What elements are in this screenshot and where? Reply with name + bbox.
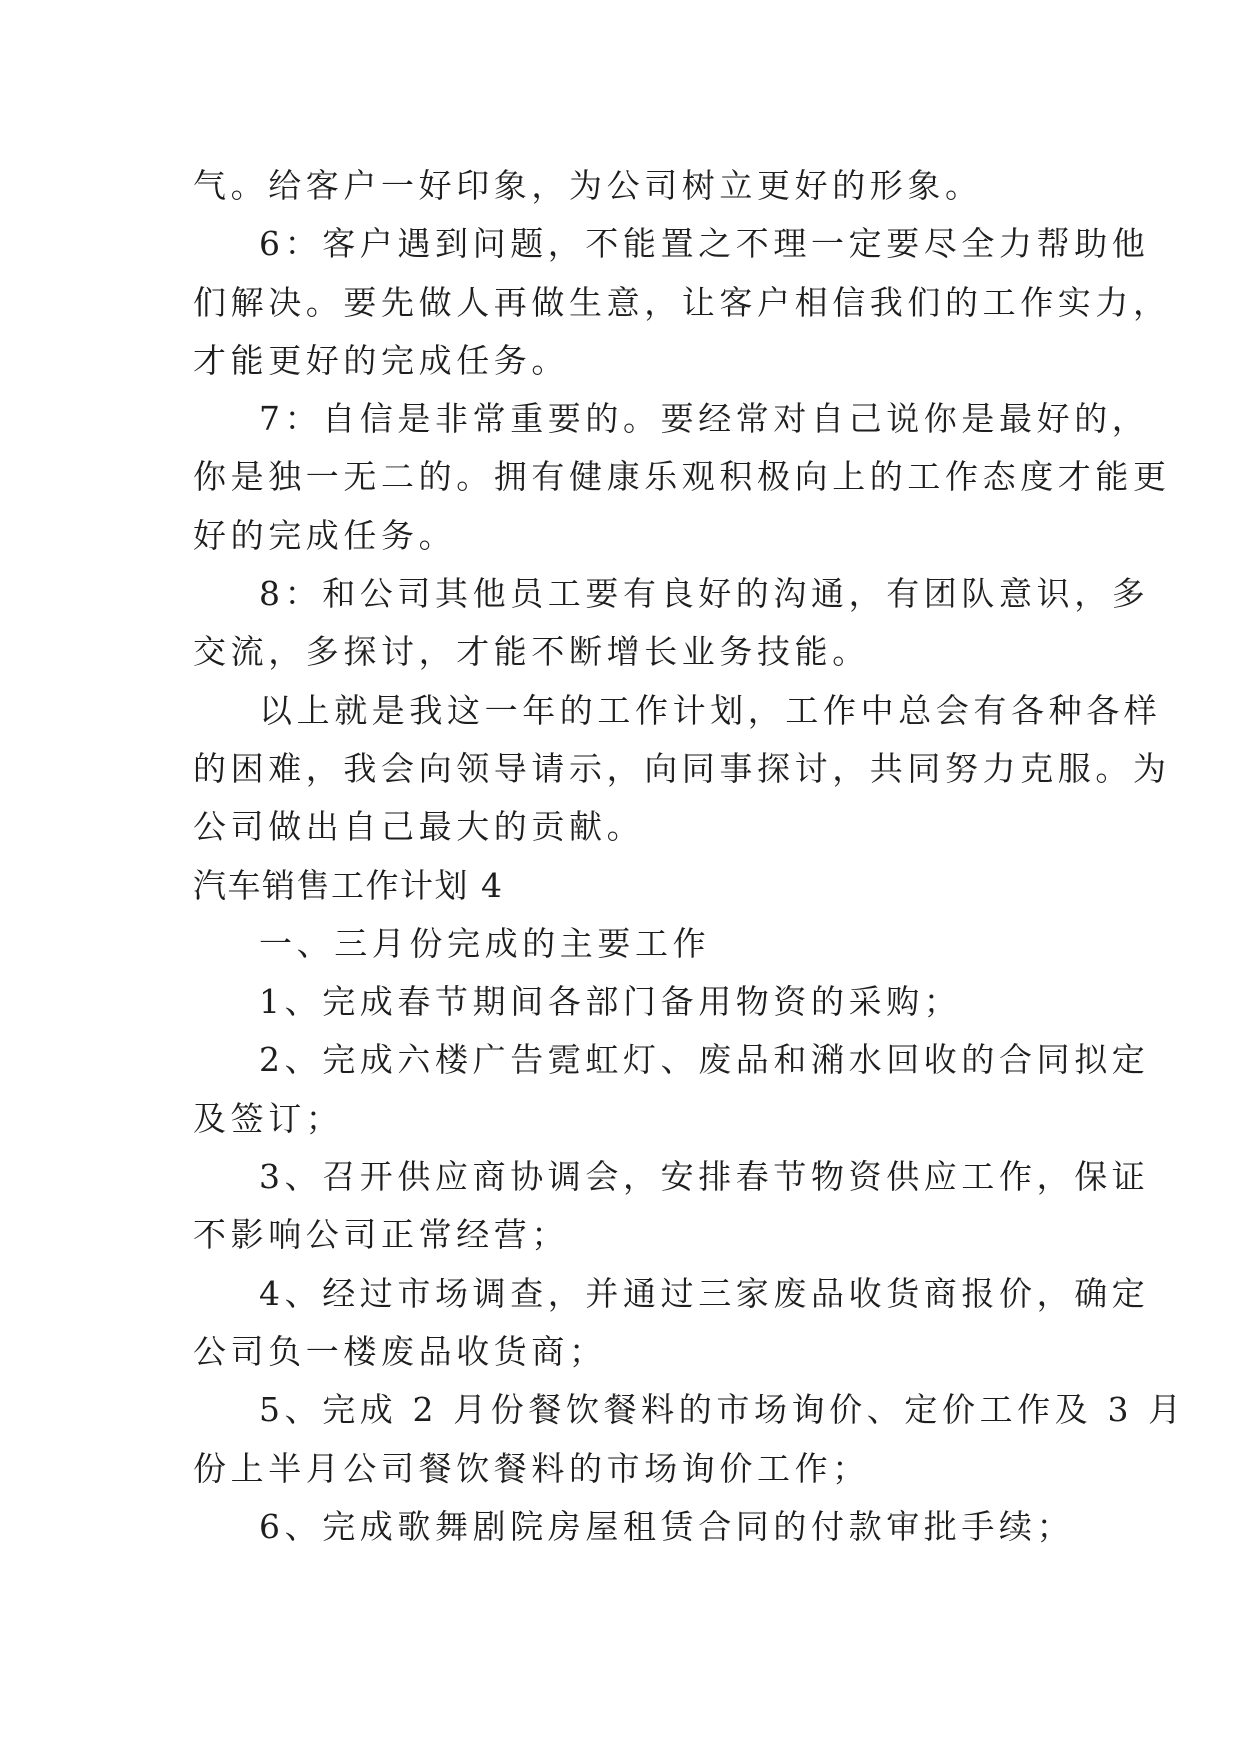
text-line: 7：自信是非常重要的。要经常对自己说你是最好的， xyxy=(259,399,1150,439)
text-line: 5、完成 2 月份餐饮餐料的市场询价、定价工作及 3 月 xyxy=(259,1390,1186,1430)
text-line: 份上半月公司餐饮餐料的市场询价工作； xyxy=(193,1448,870,1488)
text-line: 1、完成春节期间各部门备用物资的采购； xyxy=(259,982,962,1022)
text-line: 6：客户遇到问题，不能置之不理一定要尽全力帮助他 xyxy=(259,224,1150,264)
text-line: 6、完成歌舞剧院房屋租赁合同的付款审批手续； xyxy=(259,1506,1075,1546)
text-line: 一、三月份完成的主要工作 xyxy=(259,923,711,963)
text-line: 及签订； xyxy=(193,1098,344,1138)
text-line: 的困难，我会向领导请示，向同事探讨，共同努力克服。为 xyxy=(193,748,1171,788)
text-line: 以上就是我这一年的工作计划，工作中总会有各种各样 xyxy=(259,690,1162,730)
text-line: 好的完成任务。 xyxy=(193,515,457,555)
text-line: 交流，多探讨，才能不断增长业务技能。 xyxy=(193,632,870,672)
text-line: 气。给客户一好印象，为公司树立更好的形象。 xyxy=(193,166,983,205)
text-line: 你是独一无二的。拥有健康乐观积极向上的工作态度才能更 xyxy=(193,457,1171,497)
text-line: 不影响公司正常经营； xyxy=(193,1215,569,1255)
section-heading: 汽车销售工作计划 4 xyxy=(193,865,504,905)
text-line: 才能更好的完成任务。 xyxy=(193,340,569,380)
text-line: 2、完成六楼广告霓虹灯、废品和潲水回收的合同拟定 xyxy=(259,1040,1150,1080)
document-body xyxy=(193,157,1186,1556)
text-line: 3、召开供应商协调会，安排春节物资供应工作，保证 xyxy=(259,1157,1150,1197)
text-line: 4、经过市场调查，并通过三家废品收货商报价，确定 xyxy=(259,1273,1150,1313)
text-line: 们解决。要先做人再做生意，让客户相信我们的工作实力， xyxy=(193,282,1171,322)
text-line: 公司做出自己最大的贡献。 xyxy=(193,807,645,847)
text-line: 8：和公司其他员工要有良好的沟通，有团队意识，多 xyxy=(259,574,1150,614)
text-line: 公司负一楼废品收货商； xyxy=(193,1331,607,1371)
